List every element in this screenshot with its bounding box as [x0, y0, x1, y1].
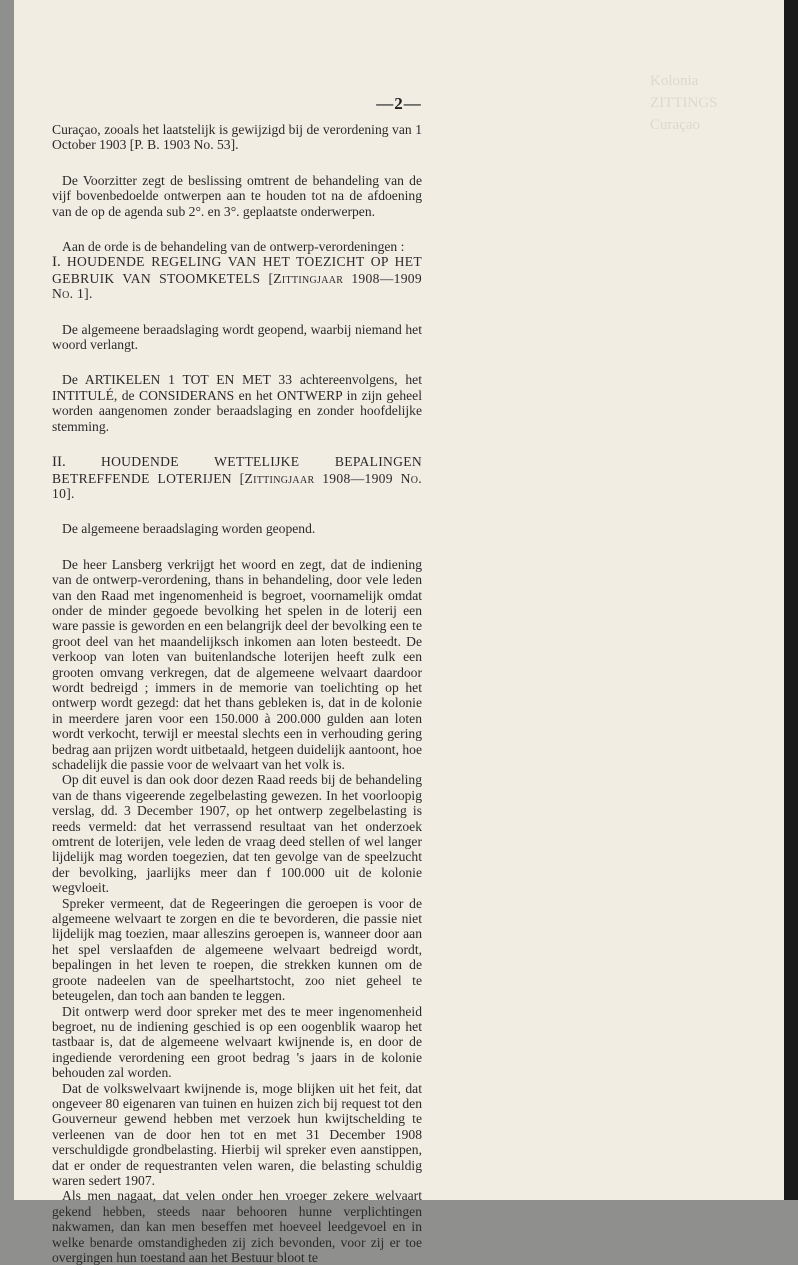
bleed-line-2: ZITTINGS [650, 95, 718, 111]
paragraph-9: Spreker vermeent, dat de Regeeringen die geroepen is voor de algemeene welvaart te zorgen en die te bevorderen, die passie niet lijdelijk mag toezien, maar alleszins geroepen is, wanneer door aan het spel verslaafden de algemeene welvaart bedreigd wordt, bepalingen in het leven te roepen, die strekken kunnen om de groote nadeelen van de speelhartstocht, zoo niet geheel te beteugelen, dan toch aan banden te leggen. [52, 895, 422, 1004]
bleed-line-1: Kolonia [650, 73, 699, 89]
item-2-heading [52, 454, 422, 501]
paragraph-5: De ARTIKELEN 1 TOT EN MET 33 achtereenvolgens, het INTITULÉ, de CONSIDERANS en het ONTWERP in zijn geheel worden aangenomen zonder beraadslaging en zonder hoofdelijke stemming. [52, 372, 422, 434]
bleed-line-3: Curaçao [650, 117, 700, 133]
article-body [52, 122, 422, 1265]
paragraph-12: Als men nagaat, dat velen onder hen vroeger zekere welvaart gekend hebben, steeds naar behooren hunne verplichtingen nakwamen, dan kan men beseffen met hoeveel leedgevoel en in welke benarde omstandigheden zij zich bevonden, voor zij er toe overgingen hun toestand aan het Bestuur bloot te [52, 1188, 422, 1265]
paragraph-1: Curaçao, zooals het laatstelijk is gewijzigd bij de verordening van 1 October 1903 [P. B. 1903 No. 53]. [52, 122, 422, 153]
bleed-through-text [650, 70, 780, 180]
item-2-number: II. [52, 454, 66, 471]
item-1-number: I. [52, 254, 61, 271]
paragraph-4: De algemeene beraadslaging wordt geopend, waarbij niemand het woord verlangt. [52, 321, 422, 353]
item-2-title: HOUDENDE WETTELIJKE BEPALINGEN BETREFFENDE LOTERIJEN [Zittingjaar 1908—1909 No. 10]. [52, 454, 422, 501]
page-number: —2— [376, 94, 422, 113]
paragraph-2: De Voorzitter zegt de beslissing omtrent de behandeling van de vijf bovenbedoelde ontwerpen aan te houden tot na de afdoening van de op de agenda sub 2°. en 3°. geplaatste onderwerpen. [52, 172, 422, 219]
paragraph-3: Aan de orde is de behandeling van de ontwerp-verordeningen : [62, 239, 405, 255]
paragraph-6: De algemeene beraadslaging worden geopend. [62, 521, 316, 537]
paragraph-10: Dit ontwerp werd door spreker met des te meer ingenomenheid begroet, nu de indiening geschied is op een oogenblik waarop het tastbaar is, dat de algemeene welvaart kwijnende is, en door de ingediende verordening een groot bedrag 's jaars in de kolonie behouden zal worden. [52, 1003, 422, 1081]
scan-edge [784, 0, 798, 1200]
paragraph-7: De heer Lansberg verkrijgt het woord en zegt, dat de indiening van de ontwerp-verordening, thans in behandeling, door vele leden van den Raad met ingenomenheid is begroet, voornamelijk omdat onder de minder gegoede bevolking het spelen in de loterij een ware passie is geworden en een belangrijk deel der bevolking een te groot deel van het maandelijksch inkomen aan loten besteedt. De verkoop van loten van buitenlandsche loterijen heeft zulk een grooten omvang verkregen, dat de algemeene welvaart daardoor wordt bedreigd ; immers in de memorie van toelichting op het ontwerp wordt gezegd: dat het thans gebleken is, dat in de kolonie in meerdere jaren voor een 150.000 à 200.000 gulden aan loten wordt verkocht, terwijl er meestal slechts een in verhouding gering bedrag aan prijzen wordt uitbetaald, hetgeen duidelijk aantoont, hoe schadelijk die passie voor de welvaart van het volk is. [52, 556, 422, 772]
item-1-title: HOUDENDE REGELING VAN HET TOEZICHT OP HET GEBRUIK VAN STOOMKETELS [Zittingjaar 1908—1909 No. 1]. [52, 254, 422, 302]
paragraph-11: Dat de volkswelvaart kwijnende is, moge blijken uit het feit, dat ongeveer 80 eigenaren van tuinen en huizen zich bij request tot den Gouverneur gewend hebben met verzoek hun kwijtschelding te verleenen van de door hen tot en met 31 December 1908 verschuldigde grondbelasting. Hierbij wil spreker even aanstippen, dat er onder de requestranten velen waren, die belasting schuldig waren sedert 1907. [52, 1080, 422, 1188]
paragraph-8: Op dit euvel is dan ook door dezen Raad reeds bij de behandeling van de thans vigeerende zegelbelasting gewezen. In het voorloopig verslag, dd. 3 December 1907, op het ontwerp zegelbelasting is reeds vermeld: dat het verrassend resultaat van het onderzoek omtrent de loterijen, vele leden de vraag deed stellen of wel langer lijdelijk mag worden toegezien, dat ten gevolge van de speelzucht der bevolking, jaarlijks meer dan f 100.000 uit de kolonie wegvloeit. [52, 772, 422, 896]
item-1-heading [52, 254, 422, 301]
